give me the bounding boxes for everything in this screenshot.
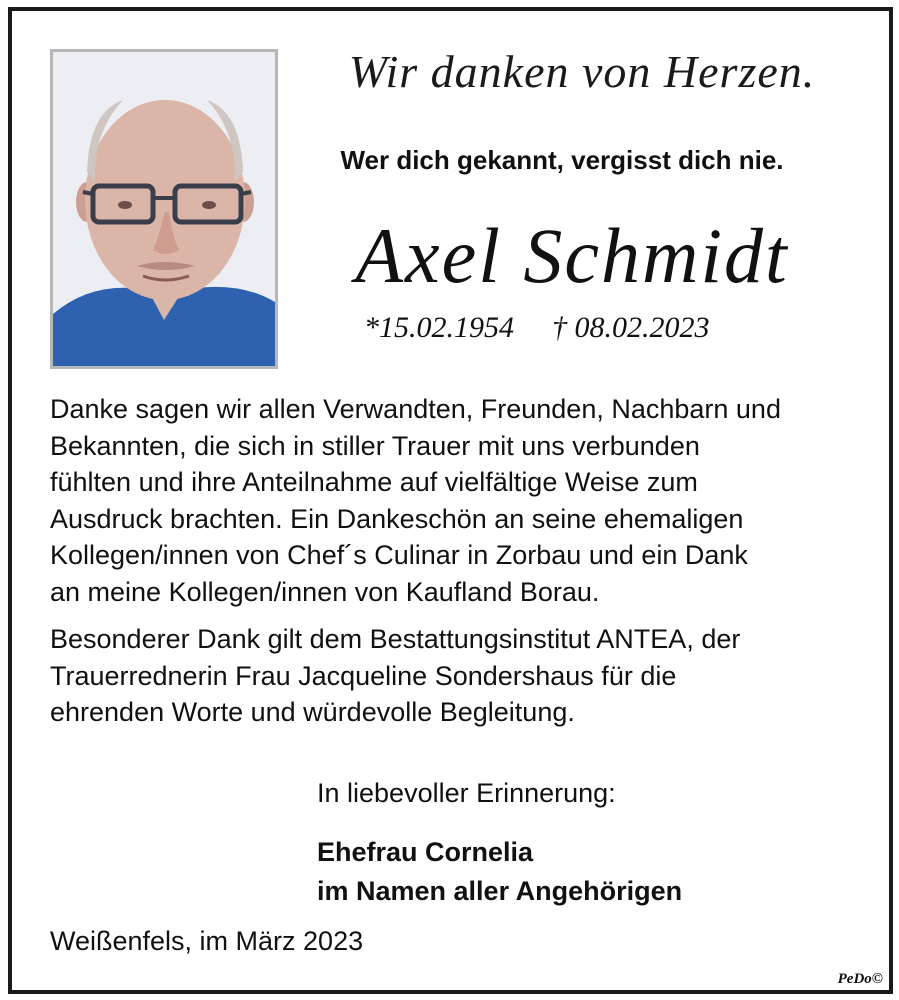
paragraph-line: Trauerrednerin Frau Jacqueline Sondershaus für die bbox=[50, 660, 677, 691]
paragraph-line: Ausdruck brachten. Ein Dankeschön an seine ehemaligen bbox=[50, 503, 744, 534]
paragraph-line: Danke sagen wir allen Verwandten, Freunden, Nachbarn und bbox=[50, 394, 781, 424]
thanks-paragraph bbox=[50, 391, 870, 610]
paragraph-line: fühlten und ihre Anteilnahme auf vielfältige Weise zum bbox=[50, 467, 698, 497]
publisher-logo: PeDo© bbox=[837, 971, 883, 987]
signer-line: Ehefrau Cornelia bbox=[317, 837, 534, 867]
paragraph-line: ehrenden Worte und würdevolle Begleitung. bbox=[50, 697, 575, 727]
paragraph-line: Besonderer Dank gilt dem Bestattungsinstitut ANTEA, der bbox=[50, 624, 741, 654]
obituary-card bbox=[8, 7, 893, 994]
deceased-name: Axel Schmidt bbox=[355, 212, 789, 299]
paragraph-line: an meine Kollegen/innen von Kaufland Borau. bbox=[50, 576, 600, 607]
portrait-illustration bbox=[53, 52, 275, 366]
portrait-photo bbox=[50, 49, 278, 369]
birth-date: *15.02.1954 bbox=[364, 311, 514, 344]
life-dates bbox=[364, 311, 844, 345]
place-date: Weißenfels, im März 2023 bbox=[50, 926, 364, 956]
death-date: † 08.02.2023 bbox=[552, 311, 710, 344]
signer-line: im Namen aller Angehörigen bbox=[317, 876, 683, 906]
headline: Wir danken von Herzen. bbox=[348, 46, 816, 97]
signature-intro: In liebevoller Erinnerung: bbox=[317, 778, 616, 808]
paragraph-line: Kollegen/innen von Chef´s Culinar in Zorbau und ein Dank bbox=[50, 540, 748, 570]
special-thanks-paragraph bbox=[50, 621, 870, 731]
motto: Wer dich gekannt, vergisst dich nie. bbox=[340, 145, 784, 175]
paragraph-line: Bekannten, die sich in stiller Trauer mit uns verbunden bbox=[50, 430, 700, 461]
signers bbox=[317, 833, 682, 911]
